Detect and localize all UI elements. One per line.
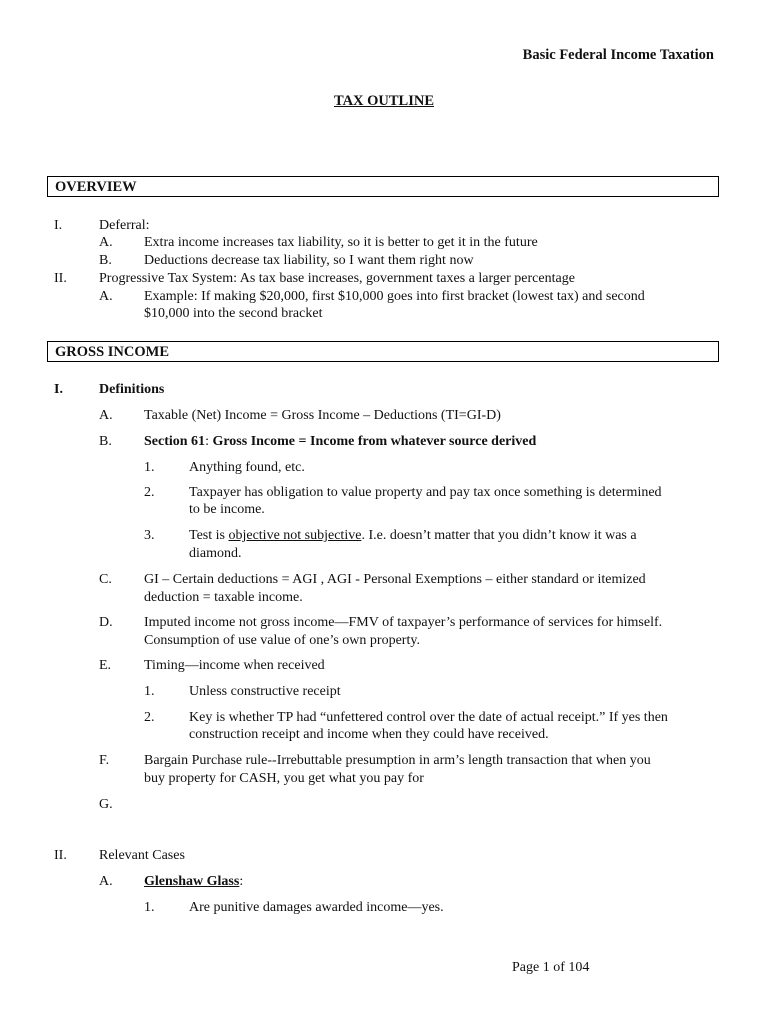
outline-text — [189, 527, 637, 544]
outline-heading: Definitions — [99, 382, 165, 397]
outline-text: Example: If making $20,000, first $10,000 goes into first bracket (lowest tax) and second — [144, 289, 645, 304]
outline-letter: E. — [99, 658, 112, 673]
outline-text: $10,000 into the second bracket — [144, 306, 323, 321]
outline-letter: C. — [99, 572, 112, 587]
outline-letter: A. — [99, 408, 113, 423]
outline-number: I. — [54, 218, 63, 233]
definition-text: Gross Income = Income from whatever source derived — [212, 434, 537, 449]
outline-subnumber: 2. — [144, 710, 155, 725]
separator: : — [205, 434, 213, 449]
outline-number: I. — [54, 382, 63, 397]
outline-text: diamond. — [189, 546, 242, 561]
overview-heading: OVERVIEW — [47, 176, 719, 197]
outline-text: Deductions decrease tax liability, so I want them right now — [144, 253, 474, 268]
case-title: Glenshaw Glass — [144, 874, 240, 889]
outline-text: Timing—income when received — [144, 658, 325, 673]
outline-text: Extra income increases tax liability, so it is better to get it in the future — [144, 235, 538, 250]
running-header: Basic Federal Income Taxation — [522, 47, 714, 63]
outline-text: Deferral: — [99, 218, 150, 233]
outline-letter: D. — [99, 615, 113, 630]
underlined-phrase: objective not subjective — [228, 528, 362, 543]
outline-number: II. — [54, 848, 67, 863]
outline-letter: B. — [99, 434, 112, 449]
outline-subnumber: 1. — [144, 684, 155, 699]
section-reference: Section 61 — [144, 434, 206, 449]
outline-text: Taxpayer has obligation to value property and pay tax once something is determined — [189, 485, 662, 500]
outline-text — [144, 433, 536, 450]
gross-income-heading: GROSS INCOME — [47, 341, 719, 362]
outline-text: GI – Certain deductions = AGI , AGI - Personal Exemptions – either standard or itemized — [144, 572, 646, 587]
outline-text: Are punitive damages awarded income—yes. — [189, 900, 444, 915]
outline-text: Key is whether TP had “unfettered control over the date of actual receipt.” If yes then — [189, 710, 668, 725]
outline-text: Anything found, etc. — [189, 460, 305, 475]
outline-text: Taxable (Net) Income = Gross Income – Deductions (TI=GI-D) — [144, 408, 501, 423]
outline-text: Progressive Tax System: As tax base increases, government taxes a larger percentage — [99, 271, 575, 286]
outline-text: Unless constructive receipt — [189, 684, 341, 699]
outline-subnumber: 1. — [144, 460, 155, 475]
outline-text: to be income. — [189, 502, 265, 517]
case-name — [144, 873, 243, 890]
text-span: Test is — [189, 528, 229, 543]
outline-subnumber: 3. — [144, 528, 155, 543]
separator: : — [239, 874, 244, 889]
outline-text: construction receipt and income when they could have received. — [189, 727, 549, 742]
outline-letter: A. — [99, 289, 113, 304]
page-number: Page 1 of 104 — [512, 960, 590, 975]
outline-number: II. — [54, 271, 67, 286]
outline-letter: F. — [99, 753, 110, 768]
outline-text: Consumption of use value of one’s own property. — [144, 633, 420, 648]
outline-letter: A. — [99, 874, 113, 889]
outline-letter: G. — [99, 797, 113, 812]
outline-text: Bargain Purchase rule--Irrebuttable presumption in arm’s length transaction that when you — [144, 753, 651, 768]
outline-text: Imputed income not gross income—FMV of taxpayer’s performance of services for himself. — [144, 615, 663, 630]
outline-subnumber: 1. — [144, 900, 155, 915]
outline-text: deduction = taxable income. — [144, 590, 303, 605]
outline-subnumber: 2. — [144, 485, 155, 500]
outline-text: Relevant Cases — [99, 848, 185, 863]
outline-text: buy property for CASH, you get what you pay for — [144, 771, 424, 786]
outline-letter: B. — [99, 253, 112, 268]
text-span: . I.e. doesn’t matter that you didn’t know it was a — [361, 528, 637, 543]
outline-letter: A. — [99, 235, 113, 250]
page-title: TAX OUTLINE — [333, 93, 435, 109]
